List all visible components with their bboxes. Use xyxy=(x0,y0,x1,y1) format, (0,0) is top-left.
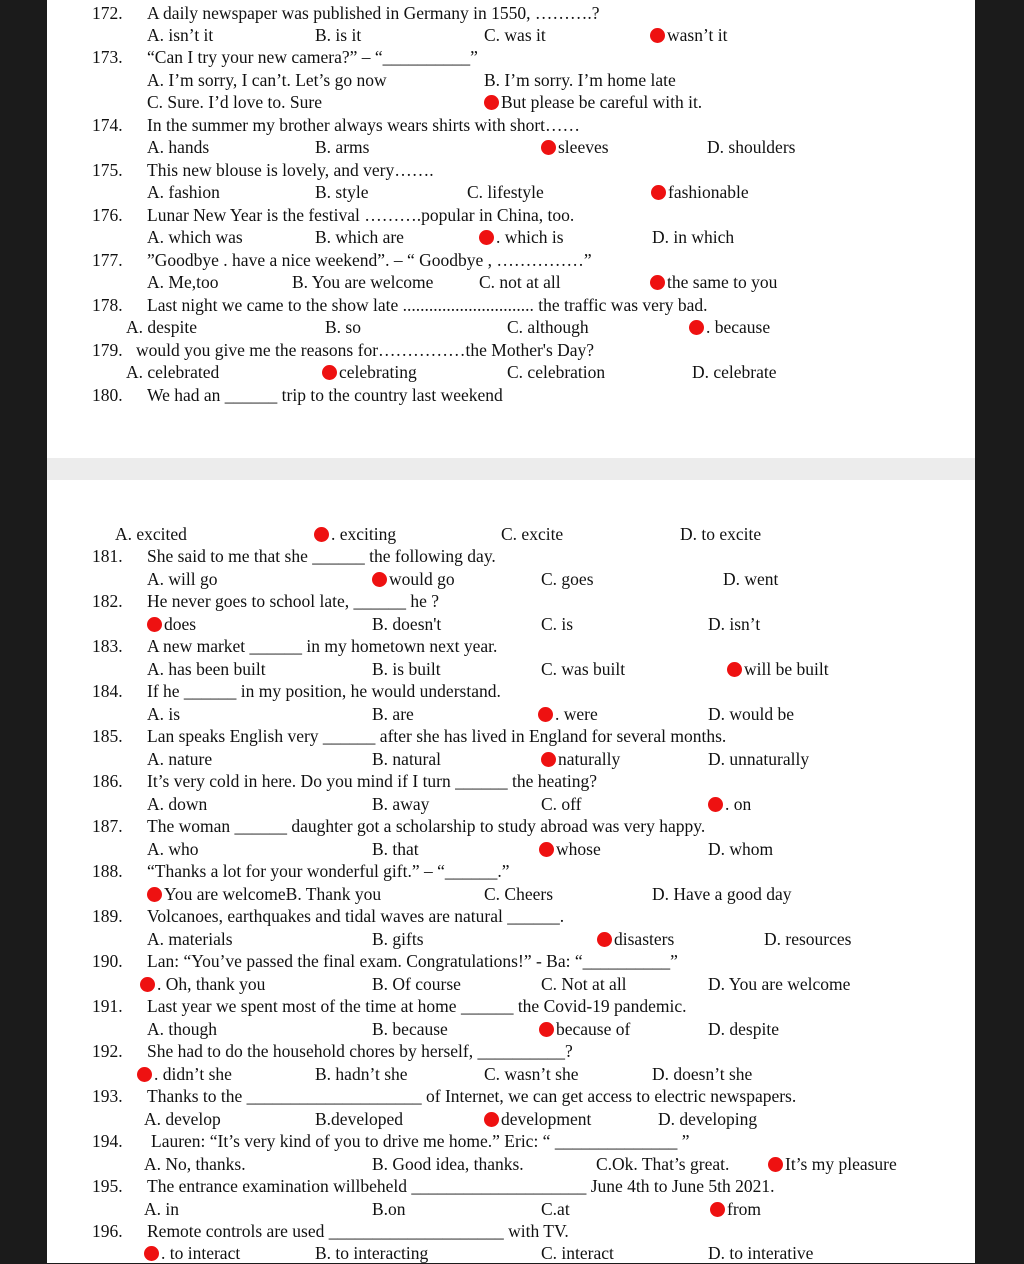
option-b-selected[interactable] xyxy=(322,361,417,383)
answer-mark-icon xyxy=(708,797,723,812)
option-a[interactable]: A. is xyxy=(147,704,181,724)
option-c[interactable]: C. excite xyxy=(501,524,564,544)
option-c[interactable]: C. Cheers xyxy=(484,884,554,904)
option-b[interactable]: B. arms xyxy=(315,137,370,157)
option-label: It’s my pleasure xyxy=(785,1154,897,1174)
question-text: If he ______ in my position, he would understand. xyxy=(147,681,501,701)
option-b[interactable]: B. are xyxy=(372,704,414,724)
option-d[interactable]: D. shoulders xyxy=(707,137,796,157)
question-text: A new market ______ in my hometown next year. xyxy=(147,636,498,656)
option-c[interactable]: C. wasn’t she xyxy=(484,1064,579,1084)
question-number: 194. xyxy=(92,1131,123,1151)
option-d-selected[interactable] xyxy=(710,1198,761,1220)
question-text: Thanks to the ____________________ of Internet, we can get access to electric newspapers. xyxy=(147,1086,797,1106)
option-b[interactable]: B. is built xyxy=(372,659,441,679)
answer-mark-icon xyxy=(538,707,553,722)
answer-mark-icon xyxy=(147,887,162,902)
option-a[interactable]: A. has been built xyxy=(147,659,266,679)
option-c-selected[interactable] xyxy=(479,226,564,248)
option-d[interactable]: D. Have a good day xyxy=(652,884,792,904)
question-number: 196. xyxy=(92,1221,123,1241)
question-number: 174. xyxy=(92,115,123,135)
option-label: fashionable xyxy=(668,182,749,202)
option-b[interactable]: B. Good idea, thanks. xyxy=(372,1154,524,1174)
option-label: . to interact xyxy=(161,1243,241,1263)
option-b[interactable]: B. I’m sorry. I’m home late xyxy=(484,70,676,90)
answer-mark-icon xyxy=(727,662,742,677)
option-d-selected[interactable] xyxy=(689,316,770,338)
option-c-selected[interactable] xyxy=(597,928,674,950)
page-separator xyxy=(47,458,975,480)
option-b[interactable]: B. away xyxy=(372,794,430,814)
option-b[interactable]: B. Of course xyxy=(372,974,461,994)
question-number: 187. xyxy=(92,816,123,836)
option-b[interactable]: B.on xyxy=(372,1199,406,1219)
option-label: because of xyxy=(556,1019,631,1039)
question-number: 179. xyxy=(92,340,123,360)
option-d-selected[interactable] xyxy=(727,658,829,680)
option-b[interactable]: B. because xyxy=(372,1019,448,1039)
option-c[interactable]: C. interact xyxy=(541,1243,614,1263)
answer-mark-icon xyxy=(147,617,162,632)
question-text: He never goes to school late, ______ he ? xyxy=(147,591,440,611)
answer-mark-icon xyxy=(539,1022,554,1037)
question-number: 181. xyxy=(92,546,123,566)
answer-mark-icon xyxy=(140,977,155,992)
option-b[interactable]: B. to interacting xyxy=(315,1243,429,1263)
option-a[interactable]: A. develop xyxy=(144,1109,221,1129)
option-b[interactable]: B. hadn’t she xyxy=(315,1064,408,1084)
answer-mark-icon xyxy=(768,1157,783,1172)
question-number: 186. xyxy=(92,771,123,791)
answer-mark-icon xyxy=(650,275,665,290)
answer-mark-icon xyxy=(479,230,494,245)
question-text: We had an ______ trip to the country last weekend xyxy=(147,385,503,405)
option-b[interactable]: B. You are welcome xyxy=(292,272,434,292)
option-d-selected[interactable] xyxy=(484,91,702,113)
option-c-selected[interactable] xyxy=(539,1018,630,1040)
answer-mark-icon xyxy=(541,140,556,155)
option-c[interactable]: C.at xyxy=(541,1199,570,1219)
option-b[interactable]: B. so xyxy=(325,317,361,337)
option-label: naturally xyxy=(558,749,621,769)
question-text: Last year we spent most of the time at home ______ the Covid-19 pandemic. xyxy=(147,996,687,1016)
option-b[interactable]: B. natural xyxy=(372,749,442,769)
worksheet-page-1 xyxy=(47,0,975,458)
option-c[interactable]: C. celebration xyxy=(507,362,606,382)
option-a[interactable]: A. I’m sorry, I can’t. Let’s go now xyxy=(147,70,387,90)
option-a[interactable]: A. excited xyxy=(115,524,187,544)
option-label: . on xyxy=(725,794,752,814)
question-text: Lan speaks English very ______ after she has lived in England for several months. xyxy=(147,726,727,746)
option-label: . didn’t she xyxy=(154,1064,232,1084)
answer-mark-icon xyxy=(541,752,556,767)
option-a[interactable]: A. who xyxy=(147,839,199,859)
option-a[interactable]: A. though xyxy=(147,1019,217,1039)
option-a[interactable]: A. down xyxy=(147,794,208,814)
question-number: 192. xyxy=(92,1041,123,1061)
option-label: whose xyxy=(556,839,601,859)
question-text: ”Goodbye . have a nice weekend”. – “ Goodbye , ……………” xyxy=(147,250,592,270)
question-text: A daily newspaper was published in Germany in 1550, ……….? xyxy=(147,3,600,23)
option-b[interactable]: B. which are xyxy=(315,227,404,247)
question-text: The woman ______ daughter got a scholarship to study abroad was very happy. xyxy=(147,816,706,836)
answer-mark-icon xyxy=(689,320,704,335)
option-label: celebrating xyxy=(339,362,417,382)
option-d[interactable]: D. to interative xyxy=(708,1243,814,1263)
question-number: 183. xyxy=(92,636,123,656)
option-a[interactable]: A. hands xyxy=(147,137,210,157)
question-number: 195. xyxy=(92,1176,123,1196)
answer-mark-icon xyxy=(484,95,499,110)
option-a[interactable]: A. materials xyxy=(147,929,233,949)
question-text: In the summer my brother always wears shirts with short…… xyxy=(147,115,581,135)
option-c[interactable]: C. not at all xyxy=(479,272,561,292)
answer-mark-icon xyxy=(597,932,612,947)
option-a[interactable]: A. nature xyxy=(147,749,213,769)
answer-mark-icon xyxy=(539,842,554,857)
answer-mark-icon xyxy=(137,1067,152,1082)
option-a-selected[interactable] xyxy=(144,1242,240,1264)
option-label: . were xyxy=(555,704,598,724)
option-c[interactable]: C. was it xyxy=(484,25,546,45)
option-d[interactable]: D. despite xyxy=(708,1019,779,1039)
option-label: But please be careful with it. xyxy=(501,92,703,112)
option-b[interactable]: B. that xyxy=(372,839,419,859)
option-c-selected[interactable] xyxy=(484,1108,591,1130)
option-b[interactable]: B. is it xyxy=(315,25,362,45)
option-a-selected[interactable] xyxy=(147,613,196,635)
option-b-selected[interactable] xyxy=(314,523,396,545)
option-a[interactable]: A. in xyxy=(144,1199,179,1219)
option-d[interactable]: D. isn’t xyxy=(708,614,761,634)
option-c[interactable]: C.Ok. That’s great. xyxy=(596,1154,730,1174)
answer-mark-icon xyxy=(322,365,337,380)
option-c[interactable]: C. Not at all xyxy=(541,974,627,994)
option-c[interactable]: C. was built xyxy=(541,659,626,679)
answer-mark-icon xyxy=(651,185,666,200)
option-c-selected[interactable] xyxy=(538,703,598,725)
option-b[interactable]: B. gifts xyxy=(372,929,424,949)
option-a-selected[interactable] xyxy=(140,973,265,995)
worksheet-page-2 xyxy=(47,480,975,1263)
option-a[interactable]: A. fashion xyxy=(147,182,220,202)
option-d[interactable]: D. developing xyxy=(658,1109,758,1129)
option-b[interactable]: B.developed xyxy=(315,1109,403,1129)
option-label: from xyxy=(727,1199,762,1219)
answer-mark-icon xyxy=(710,1202,725,1217)
question-number: 180. xyxy=(92,385,123,405)
answer-mark-icon xyxy=(650,28,665,43)
option-c[interactable]: C. goes xyxy=(541,569,594,589)
option-d[interactable]: D. would be xyxy=(708,704,795,724)
option-b-selected[interactable] xyxy=(372,568,455,590)
option-b[interactable]: B. style xyxy=(315,182,369,202)
option-d-selected[interactable] xyxy=(650,271,777,293)
question-text: The entrance examination willbeheld ____________________ June 4th to June 5th 2021. xyxy=(147,1176,775,1196)
option-d[interactable]: D. in which xyxy=(652,227,735,247)
option-a-selected[interactable] xyxy=(137,1063,232,1085)
option-c-selected[interactable] xyxy=(541,136,609,158)
question-text: It’s very cold in here. Do you mind if I turn ______ the heating? xyxy=(147,771,598,791)
option-d[interactable]: D. resources xyxy=(764,929,852,949)
answer-mark-icon xyxy=(314,527,329,542)
question-text: Volcanoes, earthquakes and tidal waves are natural ______. xyxy=(147,906,565,926)
question-text: Remote controls are used ____________________ with TV. xyxy=(147,1221,569,1241)
option-label: development xyxy=(501,1109,592,1129)
question-number: 182. xyxy=(92,591,123,611)
option-d[interactable]: D. to excite xyxy=(680,524,762,544)
question-number: 191. xyxy=(92,996,123,1016)
question-number: 188. xyxy=(92,861,123,881)
question-text: She said to me that she ______ the following day. xyxy=(147,546,496,566)
question-number: 177. xyxy=(92,250,123,270)
option-a[interactable]: A. No, thanks. xyxy=(144,1154,246,1174)
question-text: Last night we came to the show late .............................. the traffic was very bad. xyxy=(147,295,708,315)
option-c[interactable]: C. Sure. I’d love to. Sure xyxy=(147,92,322,112)
question-number: 176. xyxy=(92,205,123,225)
option-label: sleeves xyxy=(558,137,609,157)
option-b[interactable]: B. doesn't xyxy=(372,614,442,634)
option-d-selected[interactable] xyxy=(768,1153,897,1175)
option-c-selected[interactable] xyxy=(541,748,620,770)
question-number: 175. xyxy=(92,160,123,180)
option-d[interactable]: D. whom xyxy=(708,839,774,859)
question-text: Lan: “You’ve passed the final exam. Congratulations!” - Ba: “__________” xyxy=(147,951,678,971)
option-label: does xyxy=(164,614,197,634)
option-label: . Oh, thank you xyxy=(157,974,266,994)
option-a[interactable]: A. celebrated xyxy=(126,362,220,382)
option-d[interactable]: D. unnaturally xyxy=(708,749,810,769)
question-number: 189. xyxy=(92,906,123,926)
option-c[interactable]: C. lifestyle xyxy=(467,182,544,202)
option-a[interactable]: A. despite xyxy=(126,317,197,337)
option-a[interactable]: A. isn’t it xyxy=(147,25,214,45)
option-label: wasn’t it xyxy=(667,25,728,45)
question-number: 185. xyxy=(92,726,123,746)
option-label: would go xyxy=(389,569,455,589)
question-text: This new blouse is lovely, and very……. xyxy=(147,160,434,180)
question-text: She had to do the household chores by herself, __________? xyxy=(147,1041,573,1061)
option-d[interactable]: D. You are welcome xyxy=(708,974,851,994)
option-a-selected[interactable] xyxy=(147,883,381,905)
question-number: 190. xyxy=(92,951,123,971)
option-c[interactable]: C. is xyxy=(541,614,574,634)
answer-mark-icon xyxy=(372,572,387,587)
option-label: . which is xyxy=(496,227,564,247)
option-label: You are welcomeB. Thank you xyxy=(164,884,382,904)
option-label: will be built xyxy=(744,659,829,679)
answer-mark-icon xyxy=(144,1246,159,1261)
option-label: . exciting xyxy=(331,524,397,544)
option-a[interactable]: A. Me,too xyxy=(147,272,219,292)
option-d[interactable]: D. went xyxy=(723,569,779,589)
answer-mark-icon xyxy=(484,1112,499,1127)
option-a[interactable]: A. will go xyxy=(147,569,218,589)
option-c-selected[interactable] xyxy=(539,838,601,860)
option-label: . because xyxy=(706,317,771,337)
question-text: “Can I try your new camera?” – “__________” xyxy=(147,47,478,67)
option-d-selected[interactable] xyxy=(708,793,751,815)
question-number: 193. xyxy=(92,1086,123,1106)
option-d-selected[interactable] xyxy=(650,24,727,46)
option-d-selected[interactable] xyxy=(651,181,749,203)
question-number: 172. xyxy=(92,3,123,23)
option-a[interactable]: A. which was xyxy=(147,227,243,247)
question-text: Lunar New Year is the festival ……….popular in China, too. xyxy=(147,205,575,225)
option-c[interactable]: C. off xyxy=(541,794,582,814)
option-d[interactable]: D. doesn’t she xyxy=(652,1064,753,1084)
question-text: “Thanks a lot for your wonderful gift.” – “______.” xyxy=(147,861,510,881)
option-d[interactable]: D. celebrate xyxy=(692,362,777,382)
question-number: 173. xyxy=(92,47,123,67)
option-c[interactable]: C. although xyxy=(507,317,589,337)
option-label: disasters xyxy=(614,929,675,949)
question-text: would you give me the reasons for……………the Mother's Day? xyxy=(136,340,595,360)
option-label: the same to you xyxy=(667,272,778,292)
question-number: 184. xyxy=(92,681,123,701)
question-text: Lauren: “It’s very kind of you to drive me home.” Eric: “ ______________ ” xyxy=(151,1131,690,1151)
question-number: 178. xyxy=(92,295,123,315)
